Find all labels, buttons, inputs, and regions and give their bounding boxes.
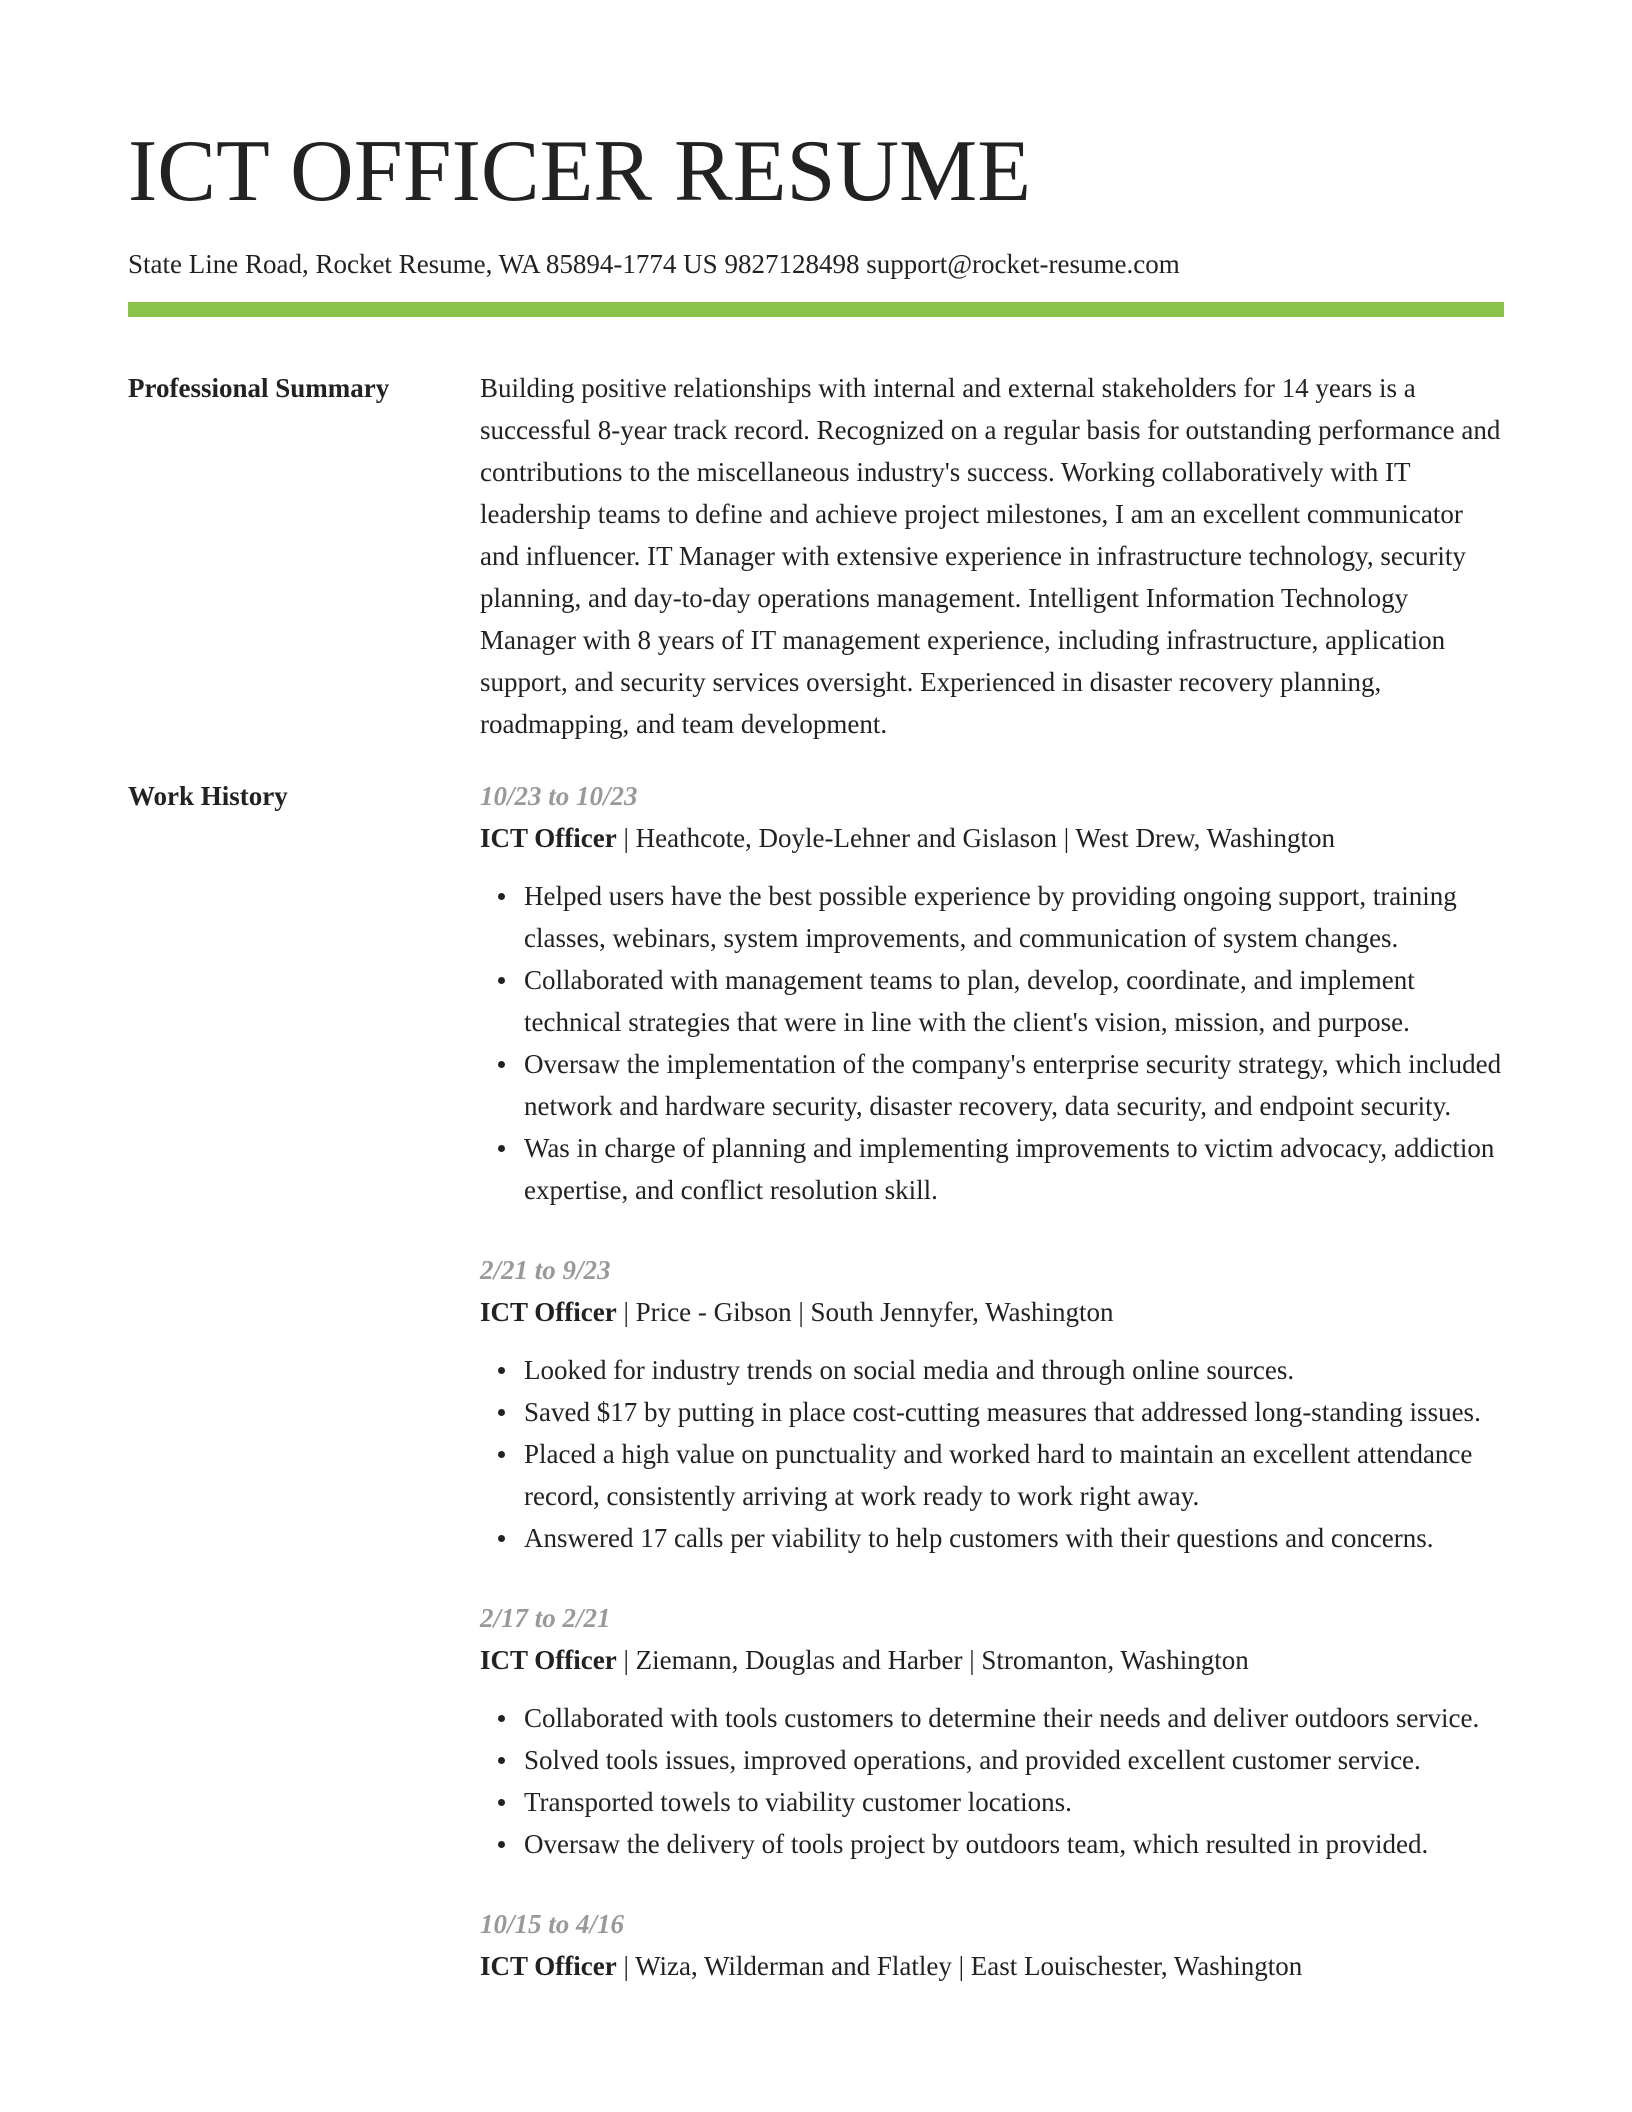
job-bullet: Transported towels to viability customer locations.	[524, 1781, 1504, 1823]
work-history-list	[480, 775, 1504, 2025]
job-company-location: | Price - Gibson | South Jennyfer, Washington	[616, 1297, 1114, 1327]
job-entry	[480, 775, 1504, 1211]
section-label-summary: Professional Summary	[128, 373, 390, 403]
job-bullet: Answered 17 calls per viability to help customers with their questions and concerns.	[524, 1517, 1504, 1559]
job-heading	[480, 1291, 1504, 1333]
professional-summary-section	[128, 367, 1504, 745]
job-heading	[480, 817, 1504, 859]
job-dates: 10/15 to 4/16	[480, 1909, 625, 1939]
job-bullet: Looked for industry trends on social media and through online sources.	[524, 1349, 1504, 1391]
summary-text: Building positive relationships with internal and external stakeholders for 14 years is a successful 8-year track record. Recognized on a regular basis for outstanding performance and contributions to the miscellaneous industry's success. Working collaboratively with IT leadership teams to define and achieve project milestones, I am an excellent communicator and influencer. IT Manager with extensive experience in infrastructure technology, security planning, and day-to-day operations management. Intelligent Information Technology Manager with 8 years of IT management experience, including infrastructure, application support, and security services oversight. Experienced in disaster recovery planning, roadmapping, and team development.	[480, 373, 1501, 739]
section-label-work-history: Work History	[128, 781, 288, 811]
job-bullets	[480, 875, 1504, 1211]
job-company-location: | Heathcote, Doyle-Lehner and Gislason | West Drew, Washington	[616, 823, 1336, 853]
job-bullet: Solved tools issues, improved operations, and provided excellent customer service.	[524, 1739, 1504, 1781]
job-bullet: Was in charge of planning and implementing improvements to victim advocacy, addiction expertise, and conflict resolution skill.	[524, 1127, 1504, 1211]
resume-title: ICT OFFICER RESUME	[128, 123, 1031, 220]
job-heading	[480, 1639, 1504, 1681]
job-bullet: Oversaw the implementation of the company's enterprise security strategy, which included network and hardware security, disaster recovery, data security, and endpoint security.	[524, 1043, 1504, 1127]
job-entry	[480, 1249, 1504, 1559]
job-company-location: | Wiza, Wilderman and Flatley | East Louischester, Washington	[616, 1951, 1303, 1981]
accent-divider	[128, 302, 1504, 317]
job-bullet: Saved $17 by putting in place cost-cutting measures that addressed long-standing issues.	[524, 1391, 1504, 1433]
job-title: ICT Officer	[480, 1645, 617, 1675]
job-bullet: Collaborated with tools customers to determine their needs and deliver outdoors service.	[524, 1697, 1504, 1739]
job-bullet: Placed a high value on punctuality and worked hard to maintain an excellent attendance record, consistently arriving at work ready to work right away.	[524, 1433, 1504, 1517]
job-entry	[480, 1903, 1504, 1987]
job-dates: 10/23 to 10/23	[480, 781, 638, 811]
job-heading	[480, 1945, 1504, 1987]
job-title: ICT Officer	[480, 823, 617, 853]
job-title: ICT Officer	[480, 1951, 617, 1981]
resume-page	[128, 0, 1504, 2025]
job-bullets	[480, 1697, 1504, 1865]
job-dates: 2/21 to 9/23	[480, 1255, 611, 1285]
contact-line: State Line Road, Rocket Resume, WA 85894-1774 US 9827128498 support@rocket-resume.com	[128, 249, 1180, 279]
work-history-section	[128, 775, 1504, 2025]
job-title: ICT Officer	[480, 1297, 617, 1327]
job-company-location: | Ziemann, Douglas and Harber | Stromanton, Washington	[616, 1645, 1249, 1675]
job-entry	[480, 1597, 1504, 1865]
job-bullets	[480, 1349, 1504, 1559]
job-bullet: Collaborated with management teams to plan, develop, coordinate, and implement technical strategies that were in line with the client's vision, mission, and purpose.	[524, 959, 1504, 1043]
job-bullet: Oversaw the delivery of tools project by outdoors team, which resulted in provided.	[524, 1823, 1504, 1865]
job-dates: 2/17 to 2/21	[480, 1603, 611, 1633]
job-bullet: Helped users have the best possible experience by providing ongoing support, training classes, webinars, system improvements, and communication of system changes.	[524, 875, 1504, 959]
